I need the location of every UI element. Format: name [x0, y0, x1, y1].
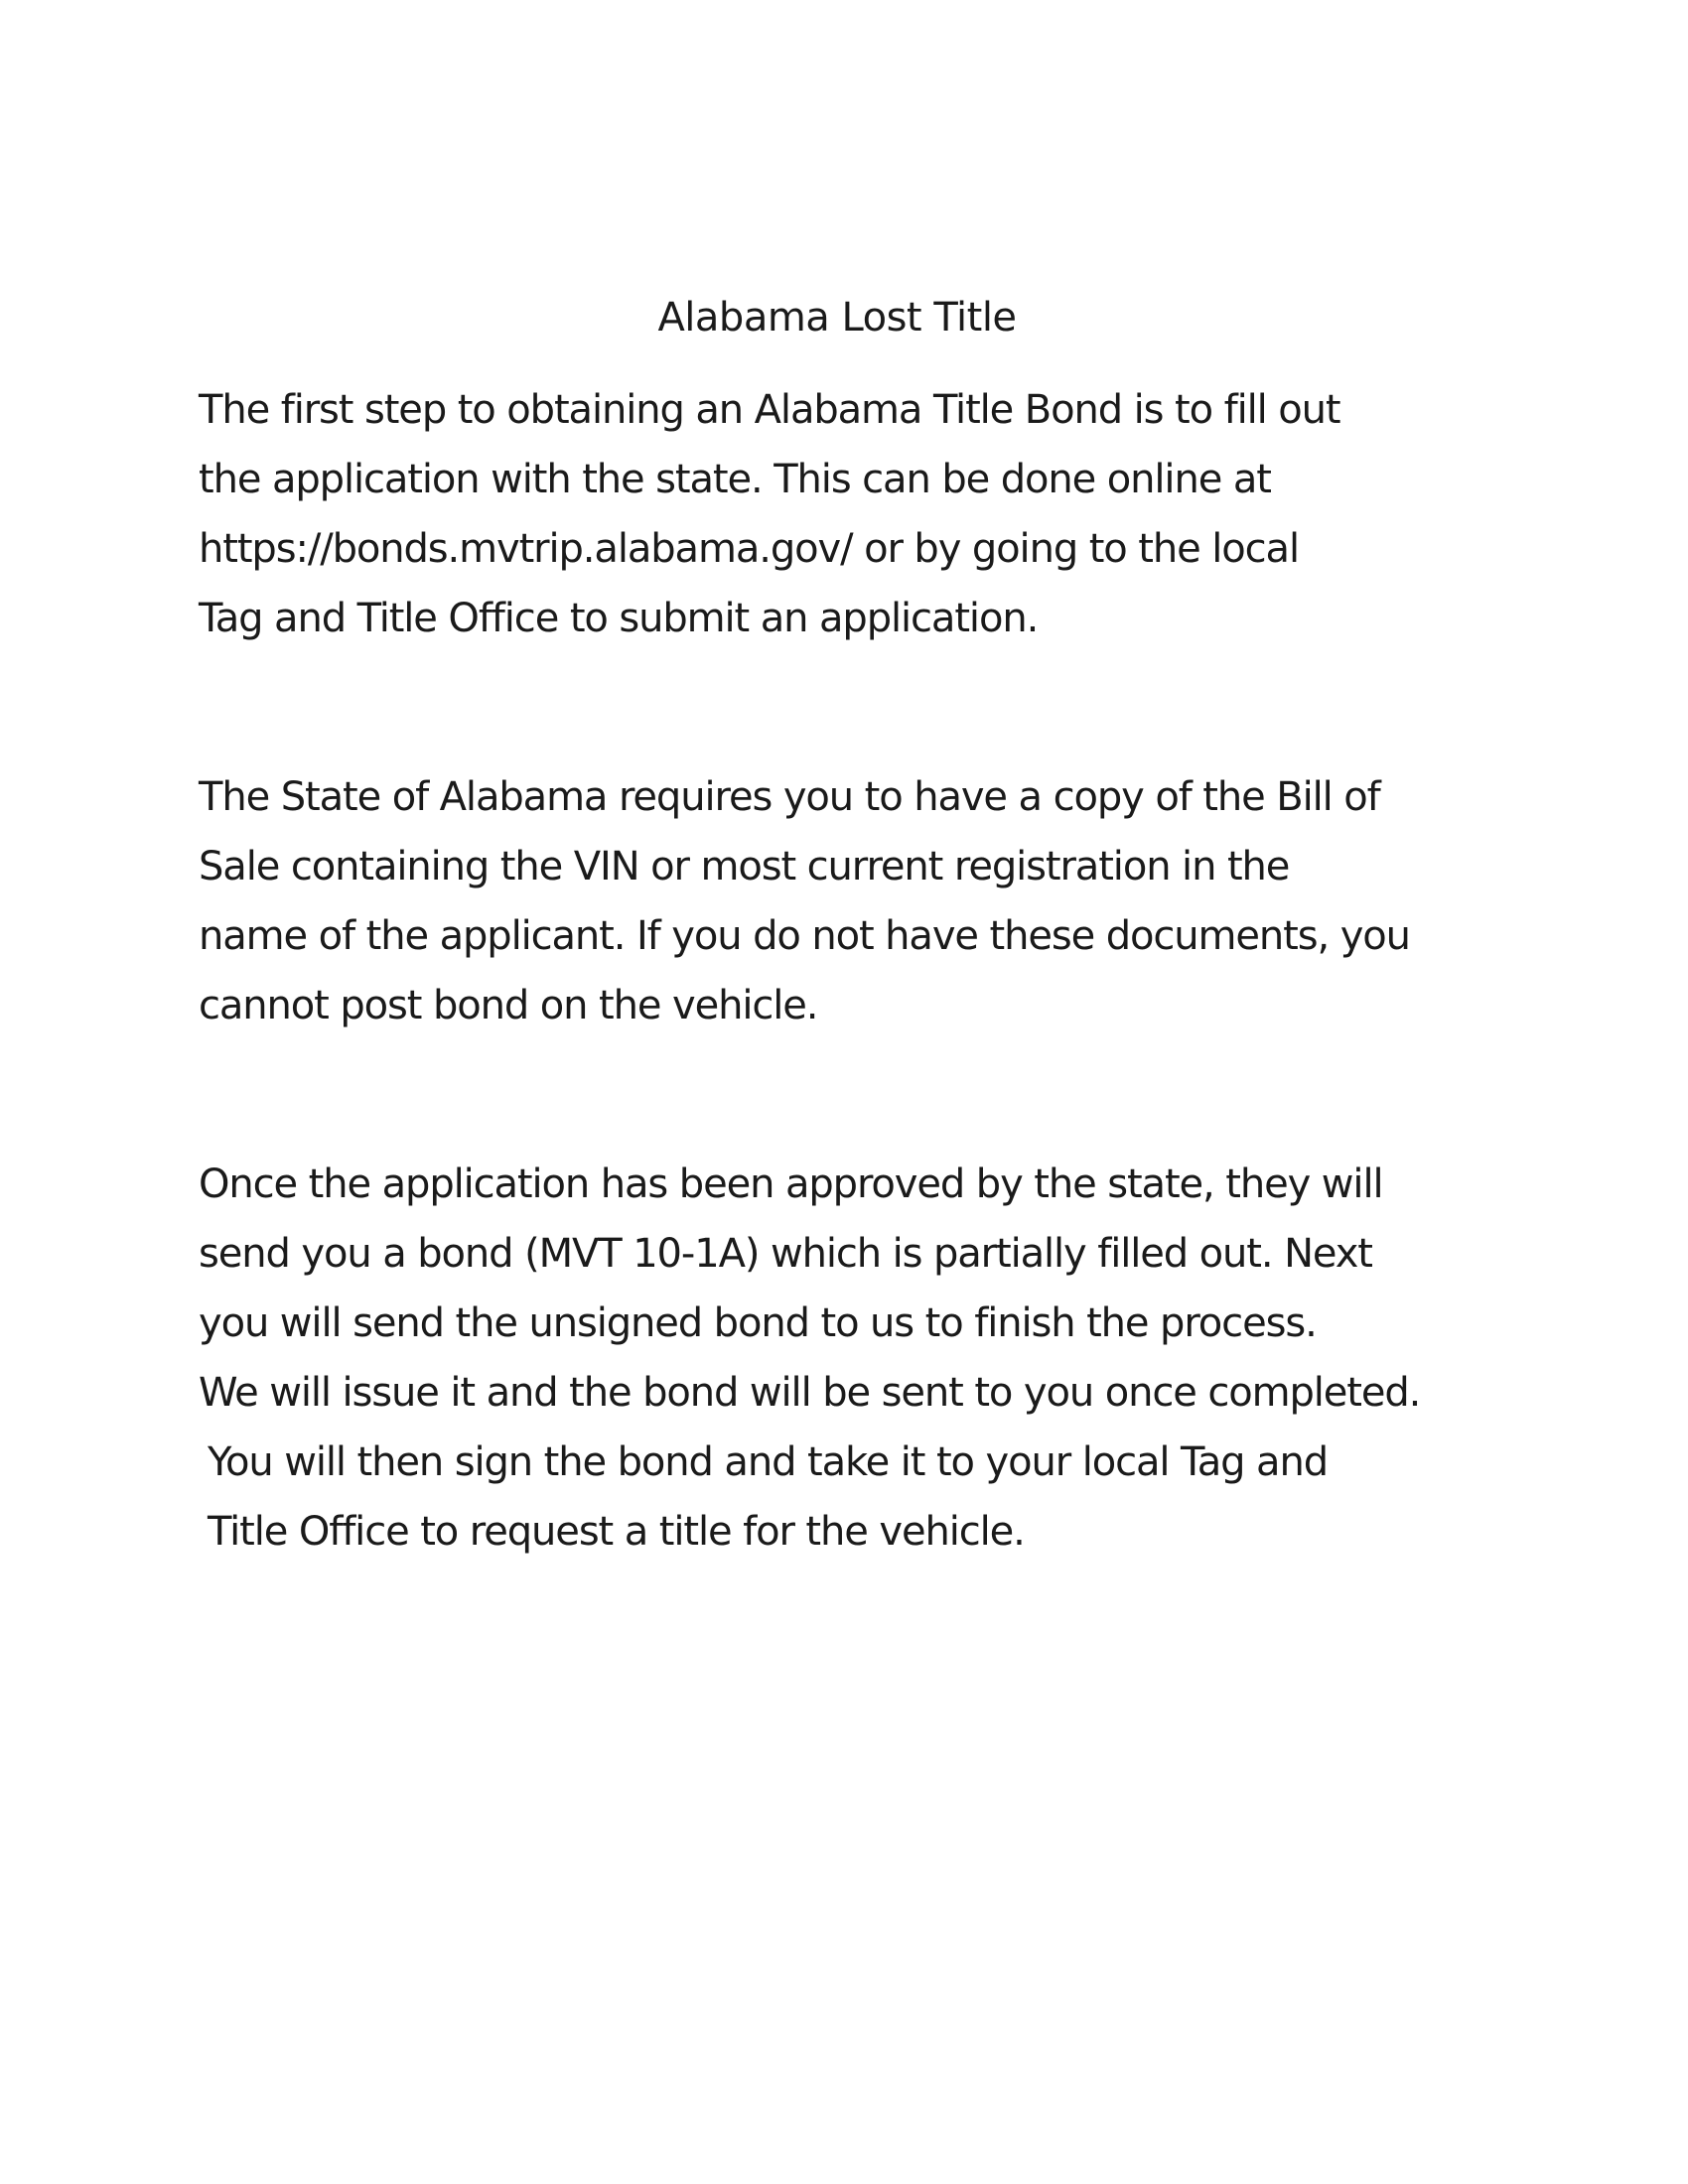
paragraph-bond-process: [199, 1150, 1589, 1567]
paragraph-application-step: [199, 375, 1589, 653]
paragraph-line: the application with the state. This can be done online at: [199, 457, 1271, 502]
paragraph-line: name of the applicant. If you do not have these documents, you: [199, 913, 1410, 959]
paragraph-line-url: https://bonds.mvtrip.alabama.gov/ or by going to the local: [199, 526, 1299, 572]
paragraph-line: send you a bond (MVT 10-1A) which is partially filled out. Next: [199, 1231, 1372, 1277]
paragraph-line: We will issue it and the bond will be sent to you once completed.: [199, 1370, 1421, 1416]
paragraph-line: you will send the unsigned bond to us to finish the process.: [199, 1300, 1317, 1346]
paragraph-bill-of-sale-requirement: [199, 762, 1589, 1040]
paragraph-line: Title Office to request a title for the vehicle.: [208, 1509, 1025, 1555]
paragraph-line: You will then sign the bond and take it to your local Tag and: [208, 1439, 1328, 1485]
paragraph-line: Once the application has been approved by the state, they will: [199, 1161, 1383, 1207]
paragraph-line: The State of Alabama requires you to have a copy of the Bill of: [199, 774, 1380, 820]
paragraph-line: The first step to obtaining an Alabama Title Bond is to fill out: [199, 387, 1340, 433]
document-title: Alabama Lost Title: [657, 295, 1017, 341]
paragraph-line: cannot post bond on the vehicle.: [199, 983, 818, 1028]
paragraph-line: Sale containing the VIN or most current registration in the: [199, 844, 1290, 889]
paragraph-line: Tag and Title Office to submit an application.: [199, 596, 1039, 641]
